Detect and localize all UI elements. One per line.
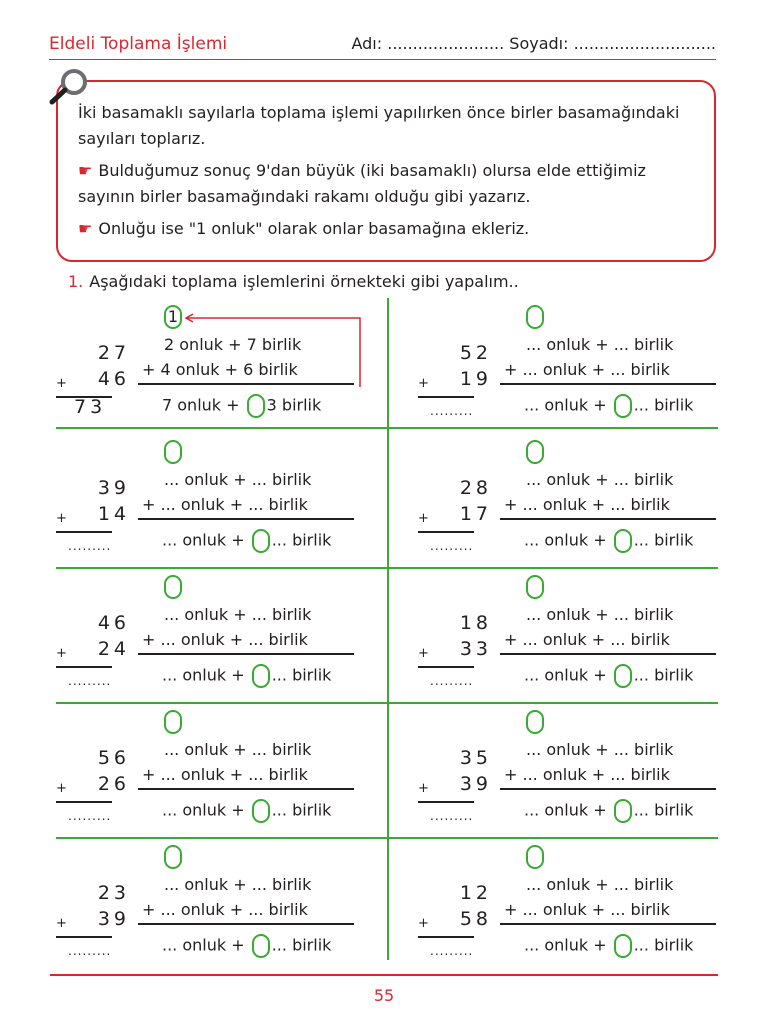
addition-problem xyxy=(418,312,748,447)
addition-problem xyxy=(418,717,748,852)
addend-1: 52 xyxy=(459,342,492,364)
question-text: Aşağıdaki toplama işlemlerini örnekteki gibi yapalım.. xyxy=(89,272,519,291)
addition-problem xyxy=(56,852,386,987)
sum-blank[interactable]: ......... xyxy=(430,674,474,688)
addition-problem xyxy=(56,582,386,717)
decomposition-row-3[interactable]: ... onluk + ... birlik xyxy=(524,799,693,823)
addition-problem xyxy=(418,852,748,987)
sum-line xyxy=(56,936,112,938)
decomposition-row-3[interactable]: ... onluk + ... birlik xyxy=(524,394,693,418)
decomposition-row-1[interactable]: ... onluk + ... birlik xyxy=(164,740,312,759)
carry-slot-oval[interactable] xyxy=(614,394,632,418)
sum-line xyxy=(56,666,112,668)
decomposition-row-2[interactable]: + ... onluk + ... birlik xyxy=(504,765,670,784)
sum-blank[interactable]: ......... xyxy=(430,404,474,418)
sum-line xyxy=(56,531,112,533)
addend-1: 56 xyxy=(97,747,130,769)
worksheet-title: Eldeli Toplama İşlemi xyxy=(49,34,228,54)
decomposition-line xyxy=(138,788,354,790)
info-box xyxy=(56,80,716,262)
plus-sign: + xyxy=(56,781,67,796)
decomposition-row-2[interactable]: + ... onluk + ... birlik xyxy=(142,900,308,919)
plus-sign: + xyxy=(418,916,429,931)
decomposition-row-3[interactable]: ... onluk + ... birlik xyxy=(162,934,331,958)
decomposition-row-1[interactable]: ... onluk + ... birlik xyxy=(526,605,674,624)
sum-line xyxy=(418,801,474,803)
addend-2: 46 xyxy=(97,368,130,390)
decomposition-row-3[interactable]: ... onluk + ... birlik xyxy=(162,799,331,823)
decomposition-row-1[interactable]: ... onluk + ... birlik xyxy=(526,740,674,759)
decomposition-row-1[interactable]: ... onluk + ... birlik xyxy=(526,470,674,489)
carry-slot-oval[interactable] xyxy=(252,529,270,553)
carry-oval[interactable] xyxy=(526,305,544,329)
carry-oval[interactable] xyxy=(164,440,182,464)
decomposition-row-2[interactable]: + ... onluk + ... birlik xyxy=(142,765,308,784)
sum-line xyxy=(418,396,474,398)
decomposition-line xyxy=(138,653,354,655)
info-paragraph-3: ☛ Onluğu ise "1 onluk" olarak onlar basamağına ekleriz. xyxy=(78,219,530,238)
addend-1: 39 xyxy=(97,477,130,499)
pointing-hand-icon: ☛ xyxy=(78,161,93,180)
decomposition-row-2[interactable]: + ... onluk + ... birlik xyxy=(142,495,308,514)
plus-sign: + xyxy=(418,511,429,526)
decomposition-row-2[interactable]: + ... onluk + ... birlik xyxy=(504,900,670,919)
carry-oval[interactable] xyxy=(164,575,182,599)
info-paragraph-1: İki basamaklı sayılarla toplama işlemi yapılırken önce birler basamağındaki sayıları toplarız. xyxy=(78,103,680,148)
decomposition-row-3: 7 onluk + 3 birlik xyxy=(162,394,321,418)
plus-sign: + xyxy=(56,916,67,931)
decomposition-row-3[interactable]: ... onluk + ... birlik xyxy=(162,664,331,688)
decomposition-row-3[interactable]: ... onluk + ... birlik xyxy=(162,529,331,553)
carry-slot-oval[interactable] xyxy=(614,799,632,823)
decomposition-row-1[interactable]: ... onluk + ... birlik xyxy=(164,875,312,894)
decomposition-line xyxy=(500,653,716,655)
addition-problem xyxy=(418,447,748,582)
addend-1: 27 xyxy=(97,342,130,364)
info-paragraph-2: ☛ Bulduğumuz sonuç 9'dan büyük (iki basamaklı) olursa elde ettiğimiz sayının birler basamağındaki rakamı olduğu gibi yazarız. xyxy=(78,161,646,206)
addend-2: 58 xyxy=(459,908,492,930)
sum-blank[interactable]: ......... xyxy=(430,539,474,553)
addend-1: 35 xyxy=(459,747,492,769)
sum-blank[interactable]: ......... xyxy=(68,674,112,688)
plus-sign: + xyxy=(56,646,67,661)
carry-slot-oval[interactable] xyxy=(252,799,270,823)
decomposition-row-1[interactable]: ... onluk + ... birlik xyxy=(164,470,312,489)
name-surname-fields: Adı: ....................... Soyadı: ............................ xyxy=(351,34,716,53)
decomposition-row-2: + 4 onluk + 6 birlik xyxy=(142,360,298,379)
decomposition-line xyxy=(500,923,716,925)
addend-1: 23 xyxy=(97,882,130,904)
sum-line xyxy=(418,666,474,668)
decomposition-row-2[interactable]: + ... onluk + ... birlik xyxy=(504,360,670,379)
decomposition-line xyxy=(138,923,354,925)
addition-problem xyxy=(418,582,748,717)
plus-sign: + xyxy=(418,376,429,391)
carry-oval[interactable] xyxy=(526,845,544,869)
addend-1: 46 xyxy=(97,612,130,634)
example-problem xyxy=(56,307,386,447)
addition-problem xyxy=(56,717,386,852)
decomposition-line xyxy=(500,383,716,385)
carry-slot-oval[interactable] xyxy=(614,529,632,553)
addend-2: 33 xyxy=(459,638,492,660)
carry-slot-oval[interactable] xyxy=(252,934,270,958)
plus-sign: + xyxy=(56,376,67,391)
carry-oval: 1 xyxy=(164,305,182,329)
sum-blank[interactable]: ......... xyxy=(430,809,474,823)
plus-sign: + xyxy=(56,511,67,526)
sum-blank[interactable]: ......... xyxy=(430,944,474,958)
decomposition-line xyxy=(500,788,716,790)
question-number: 1. xyxy=(68,272,84,291)
carry-slot-oval[interactable] xyxy=(252,664,270,688)
addend-2: 14 xyxy=(97,503,130,525)
decomposition-row-2[interactable]: + ... onluk + ... birlik xyxy=(504,495,670,514)
carry-oval[interactable] xyxy=(526,710,544,734)
addend-1: 12 xyxy=(459,882,492,904)
magnifier-icon xyxy=(46,66,94,106)
page-number: 55 xyxy=(373,986,395,1005)
sum-line xyxy=(418,936,474,938)
decomposition-row-1: 2 onluk + 7 birlik xyxy=(164,335,302,354)
addend-2: 26 xyxy=(97,773,130,795)
decomposition-line xyxy=(500,518,716,520)
decomposition-row-1[interactable]: ... onluk + ... birlik xyxy=(526,335,674,354)
carry-oval[interactable] xyxy=(526,440,544,464)
carry-oval[interactable] xyxy=(164,845,182,869)
sum-line xyxy=(56,801,112,803)
decomposition-row-2[interactable]: + ... onluk + ... birlik xyxy=(142,630,308,649)
decomposition-row-1[interactable]: ... onluk + ... birlik xyxy=(164,605,312,624)
addend-1: 28 xyxy=(459,477,492,499)
decomposition-row-3[interactable]: ... onluk + ... birlik xyxy=(524,664,693,688)
addend-2: 17 xyxy=(459,503,492,525)
addition-problem xyxy=(56,447,386,582)
plus-sign: + xyxy=(418,781,429,796)
sum-blank[interactable]: ......... xyxy=(68,809,112,823)
addend-2: 39 xyxy=(97,908,130,930)
decomposition-row-2[interactable]: + ... onluk + ... birlik xyxy=(504,630,670,649)
sum-line xyxy=(418,531,474,533)
decomposition-row-3[interactable]: ... onluk + ... birlik xyxy=(524,529,693,553)
addend-2: 19 xyxy=(459,368,492,390)
carry-oval[interactable] xyxy=(526,575,544,599)
question-1 xyxy=(68,272,519,291)
page-header xyxy=(49,30,716,60)
carry-oval[interactable] xyxy=(164,710,182,734)
pointing-hand-icon: ☛ xyxy=(78,219,93,238)
plus-sign: + xyxy=(418,646,429,661)
sum-blank[interactable]: ......... xyxy=(68,539,112,553)
carry-slot-oval[interactable] xyxy=(614,934,632,958)
decomposition-row-1[interactable]: ... onluk + ... birlik xyxy=(526,875,674,894)
decomposition-row-3[interactable]: ... onluk + ... birlik xyxy=(524,934,693,958)
decomposition-line xyxy=(138,518,354,520)
center-divider xyxy=(387,298,389,960)
carry-slot-oval[interactable] xyxy=(614,664,632,688)
carry-arrow xyxy=(56,312,386,447)
addend-1: 18 xyxy=(459,612,492,634)
addend-2: 24 xyxy=(97,638,130,660)
footer-line xyxy=(50,974,718,976)
sum-result: 73 xyxy=(74,396,107,418)
addend-2: 39 xyxy=(459,773,492,795)
sum-blank[interactable]: ......... xyxy=(68,944,112,958)
